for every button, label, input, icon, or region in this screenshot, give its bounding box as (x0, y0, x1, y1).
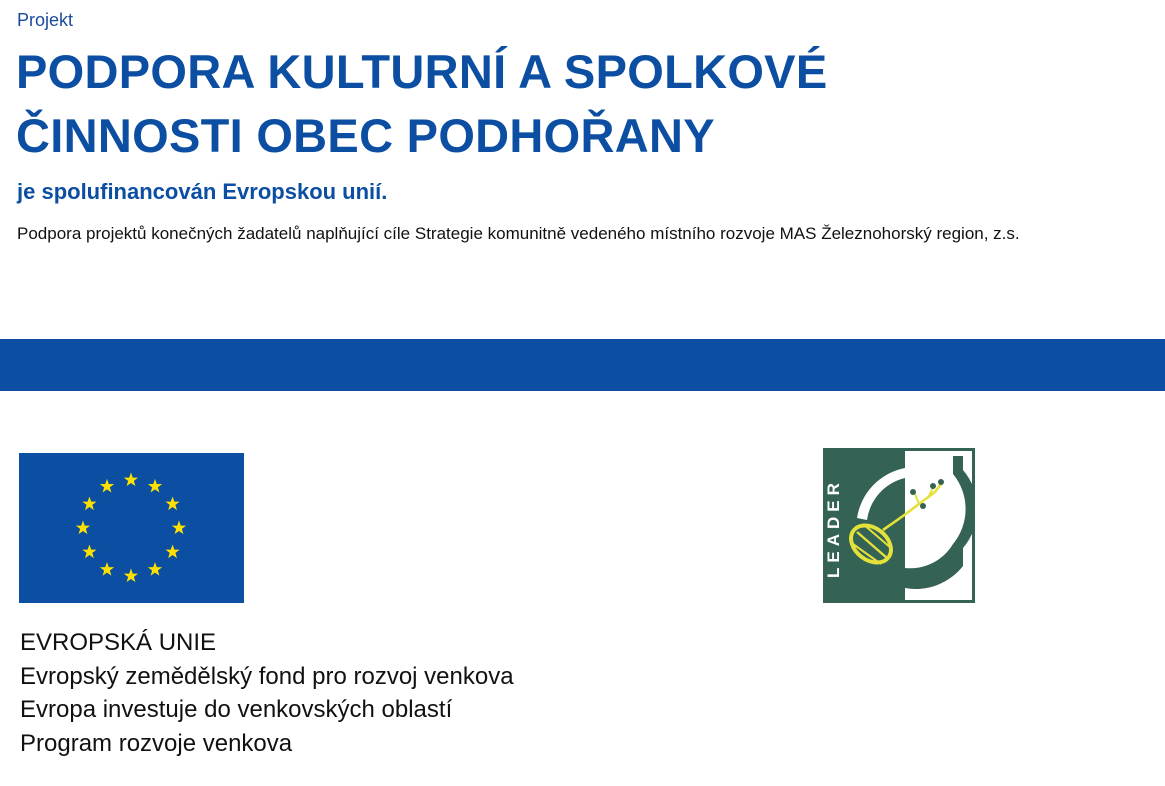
eu-info (20, 626, 514, 760)
project-description: Podpora projektů konečných žadatelů naplňující cíle Strategie komunitně vedeného místního rozvoje MAS Železnohorský region, z.s. (17, 224, 1020, 243)
project-title (16, 40, 1136, 168)
blue-band-divider (0, 339, 1165, 391)
eu-line-fund: Evropský zemědělský fond pro rozvoj venkova (20, 662, 514, 690)
eu-flag-icon (19, 453, 244, 603)
eu-line-invests: Evropa investuje do venkovských oblastí (20, 696, 453, 723)
leader-logo-text: LEADER (824, 478, 843, 578)
eu-line-programme: Program rozvoje venkova (20, 729, 293, 757)
leader-logo-icon (823, 448, 975, 603)
project-title-line-1: PODPORA KULTURNÍ A SPOLKOVÉ (16, 45, 828, 98)
cofinanced-statement: je spolufinancován Evropskou unií. (17, 179, 388, 204)
project-label: Projekt (17, 10, 74, 30)
eu-line-title: EVROPSKÁ UNIE (20, 629, 217, 656)
project-title-line-2: ČINNOSTI OBEC PODHOŘANY (16, 109, 715, 162)
